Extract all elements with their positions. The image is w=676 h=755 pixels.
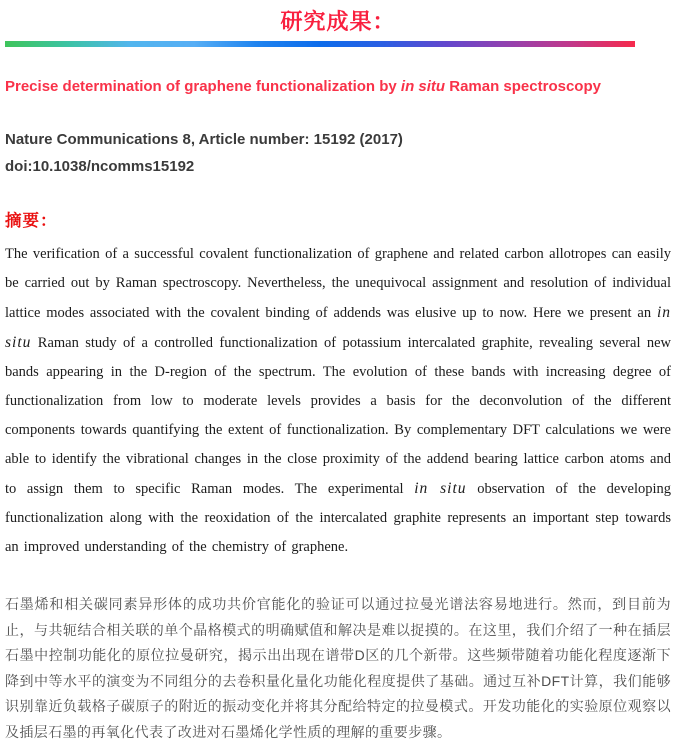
abstract-chinese: 石墨烯和相关碳同素异形体的成功共价官能化的验证可以通过拉曼光谱法容易地进行。然而，到目前为止，与共轭结合相关联的单个晶格模式的明确赋值和解决是难以捉摸的。在这里，我们介绍了一种在插层石墨中控制功能化的原位拉曼研究，揭示出出现在谱带D区的几个新带。这些频带随着功能化程度逐渐下降到中等水平的演变为不同组分的去卷积量化量化功能化程度提供了基础。通过互补DFT计算，我们能够识别靠近负载格子碳原子的附近的振动变化并将其分配给特定的拉曼模式。开发功能化的实验原位观察以及插层石墨的再氧化代表了改进对石墨烯化学性质的理解的重要步骤。 <box>5 596 671 740</box>
page-title: 研究成果： <box>280 9 396 34</box>
in-situ-emphasis: in situ <box>5 304 671 351</box>
doi-line: doi:10.1038/ncomms15192 <box>5 158 195 175</box>
abstract-text-segment: Raman study of a controlled functionalization of potassium intercalated graphite, revealing several new bands appearing in the D-region of the spectrum. The evolution of these bands with increasing degree of functionalization from low to moderate levels provides a basis for the deconvolution of the different components towards quantifying the extent of functionalization. By complementary DFT calculations we were able to identify the vibrational changes in the close proximity of the addend bearing lattice carbon atoms and to assign them to specific Raman modes. The experimental <box>5 335 671 497</box>
article-title-in-situ-emphasis: in situ <box>400 78 446 95</box>
abstract-text-segment: observation of the developing functionalization along with the reoxidation of the intercalated graphite represents an important step towards an improved understanding of the chemistry of graphene. <box>5 481 672 555</box>
journal-line: Nature Communications 8, Article number: 15192 (2017) <box>5 131 403 148</box>
abstract-english <box>5 240 671 562</box>
citation-block <box>5 126 671 180</box>
abstract-text-segment: The verification of a successful covalent functionalization of graphene and related carbon allotropes can easily be carried out by Raman spectroscopy. Nevertheless, the unequivocal assignment and resolution of individual lattice modes associated with the covalent binding of addends was elusive up to now. Here we present an <box>5 246 671 321</box>
in-situ-emphasis: in situ <box>414 480 467 497</box>
rainbow-divider <box>5 41 635 47</box>
article-title <box>5 76 671 97</box>
article-title-text-start: Precise determination of graphene functionalization by <box>5 78 401 95</box>
article-title-text-end: Raman spectroscopy <box>445 78 601 95</box>
abstract-label: 摘要： <box>5 212 58 230</box>
